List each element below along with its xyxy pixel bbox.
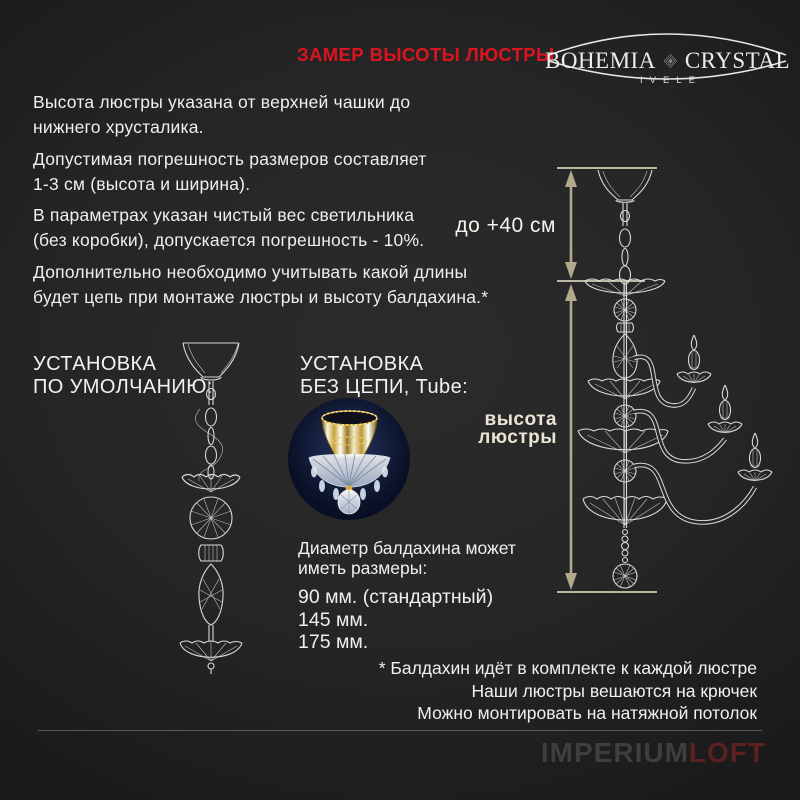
brand-name-left: BOHEMIA [545,48,656,73]
paragraph-measure-note: Высота люстры указана от верхней чашки до нижнего хрусталика. [33,92,411,137]
brand-name-right: CRYSTAL [684,48,790,73]
diameter-size-145: 145 мм. [298,608,369,631]
heading-default-install: УСТАНОВКА ПО УМОЛЧАНИЮ: [33,353,213,398]
watermark-loft: LOFT [688,737,766,768]
paragraph-weight-note: В параметрах указан чистый вес светильника (без коробки), допускается погрешность - 10%. [33,205,425,250]
footnotes [379,657,757,725]
diameter-info: Диаметр балдахина может иметь размеры: 90 мм. (стандартный) 145 мм. 175 мм. [298,538,516,653]
canopy-photo [284,394,414,524]
chain-zone-label: до +40 см [455,214,556,237]
heading-no-chain-install: УСТАНОВКА БЕЗ ЦЕПИ, Tube: [300,353,469,398]
chandelier-arms [634,357,755,523]
height-label: высота люстры [478,409,557,448]
chandelier-line-drawing [570,160,800,610]
divider-line [38,730,762,731]
footnote-hook: Наши люстры вешаются на крючек [471,680,757,701]
pendant-line-drawing [168,335,258,680]
brand-logo [545,13,790,93]
paragraph-chain-note: Дополнительно необходимо учитывать какой длины будет цепь при монтаже люстры и высоту балдахина.* [33,262,489,307]
footnote-ceiling: Можно монтировать на натяжной потолок [417,703,757,723]
brand-subtitle: IVELE [640,75,702,86]
diameter-size-175: 175 мм. [298,631,369,653]
diameter-size-standard: 90 мм. (стандартный) [298,586,494,608]
page-title: ЗАМЕР ВЫСОТЫ ЛЮСТРЫ [297,44,555,65]
footnote-canopy: * Балдахин идёт в комплекте к каждой люстре [378,658,757,678]
watermark-logo [541,737,766,769]
watermark-imperium: IMPERIUM [540,737,689,768]
paragraph-tolerance-note: Допустимая погрешность размеров составляет 1-3 см (высота и ширина). [33,149,427,194]
